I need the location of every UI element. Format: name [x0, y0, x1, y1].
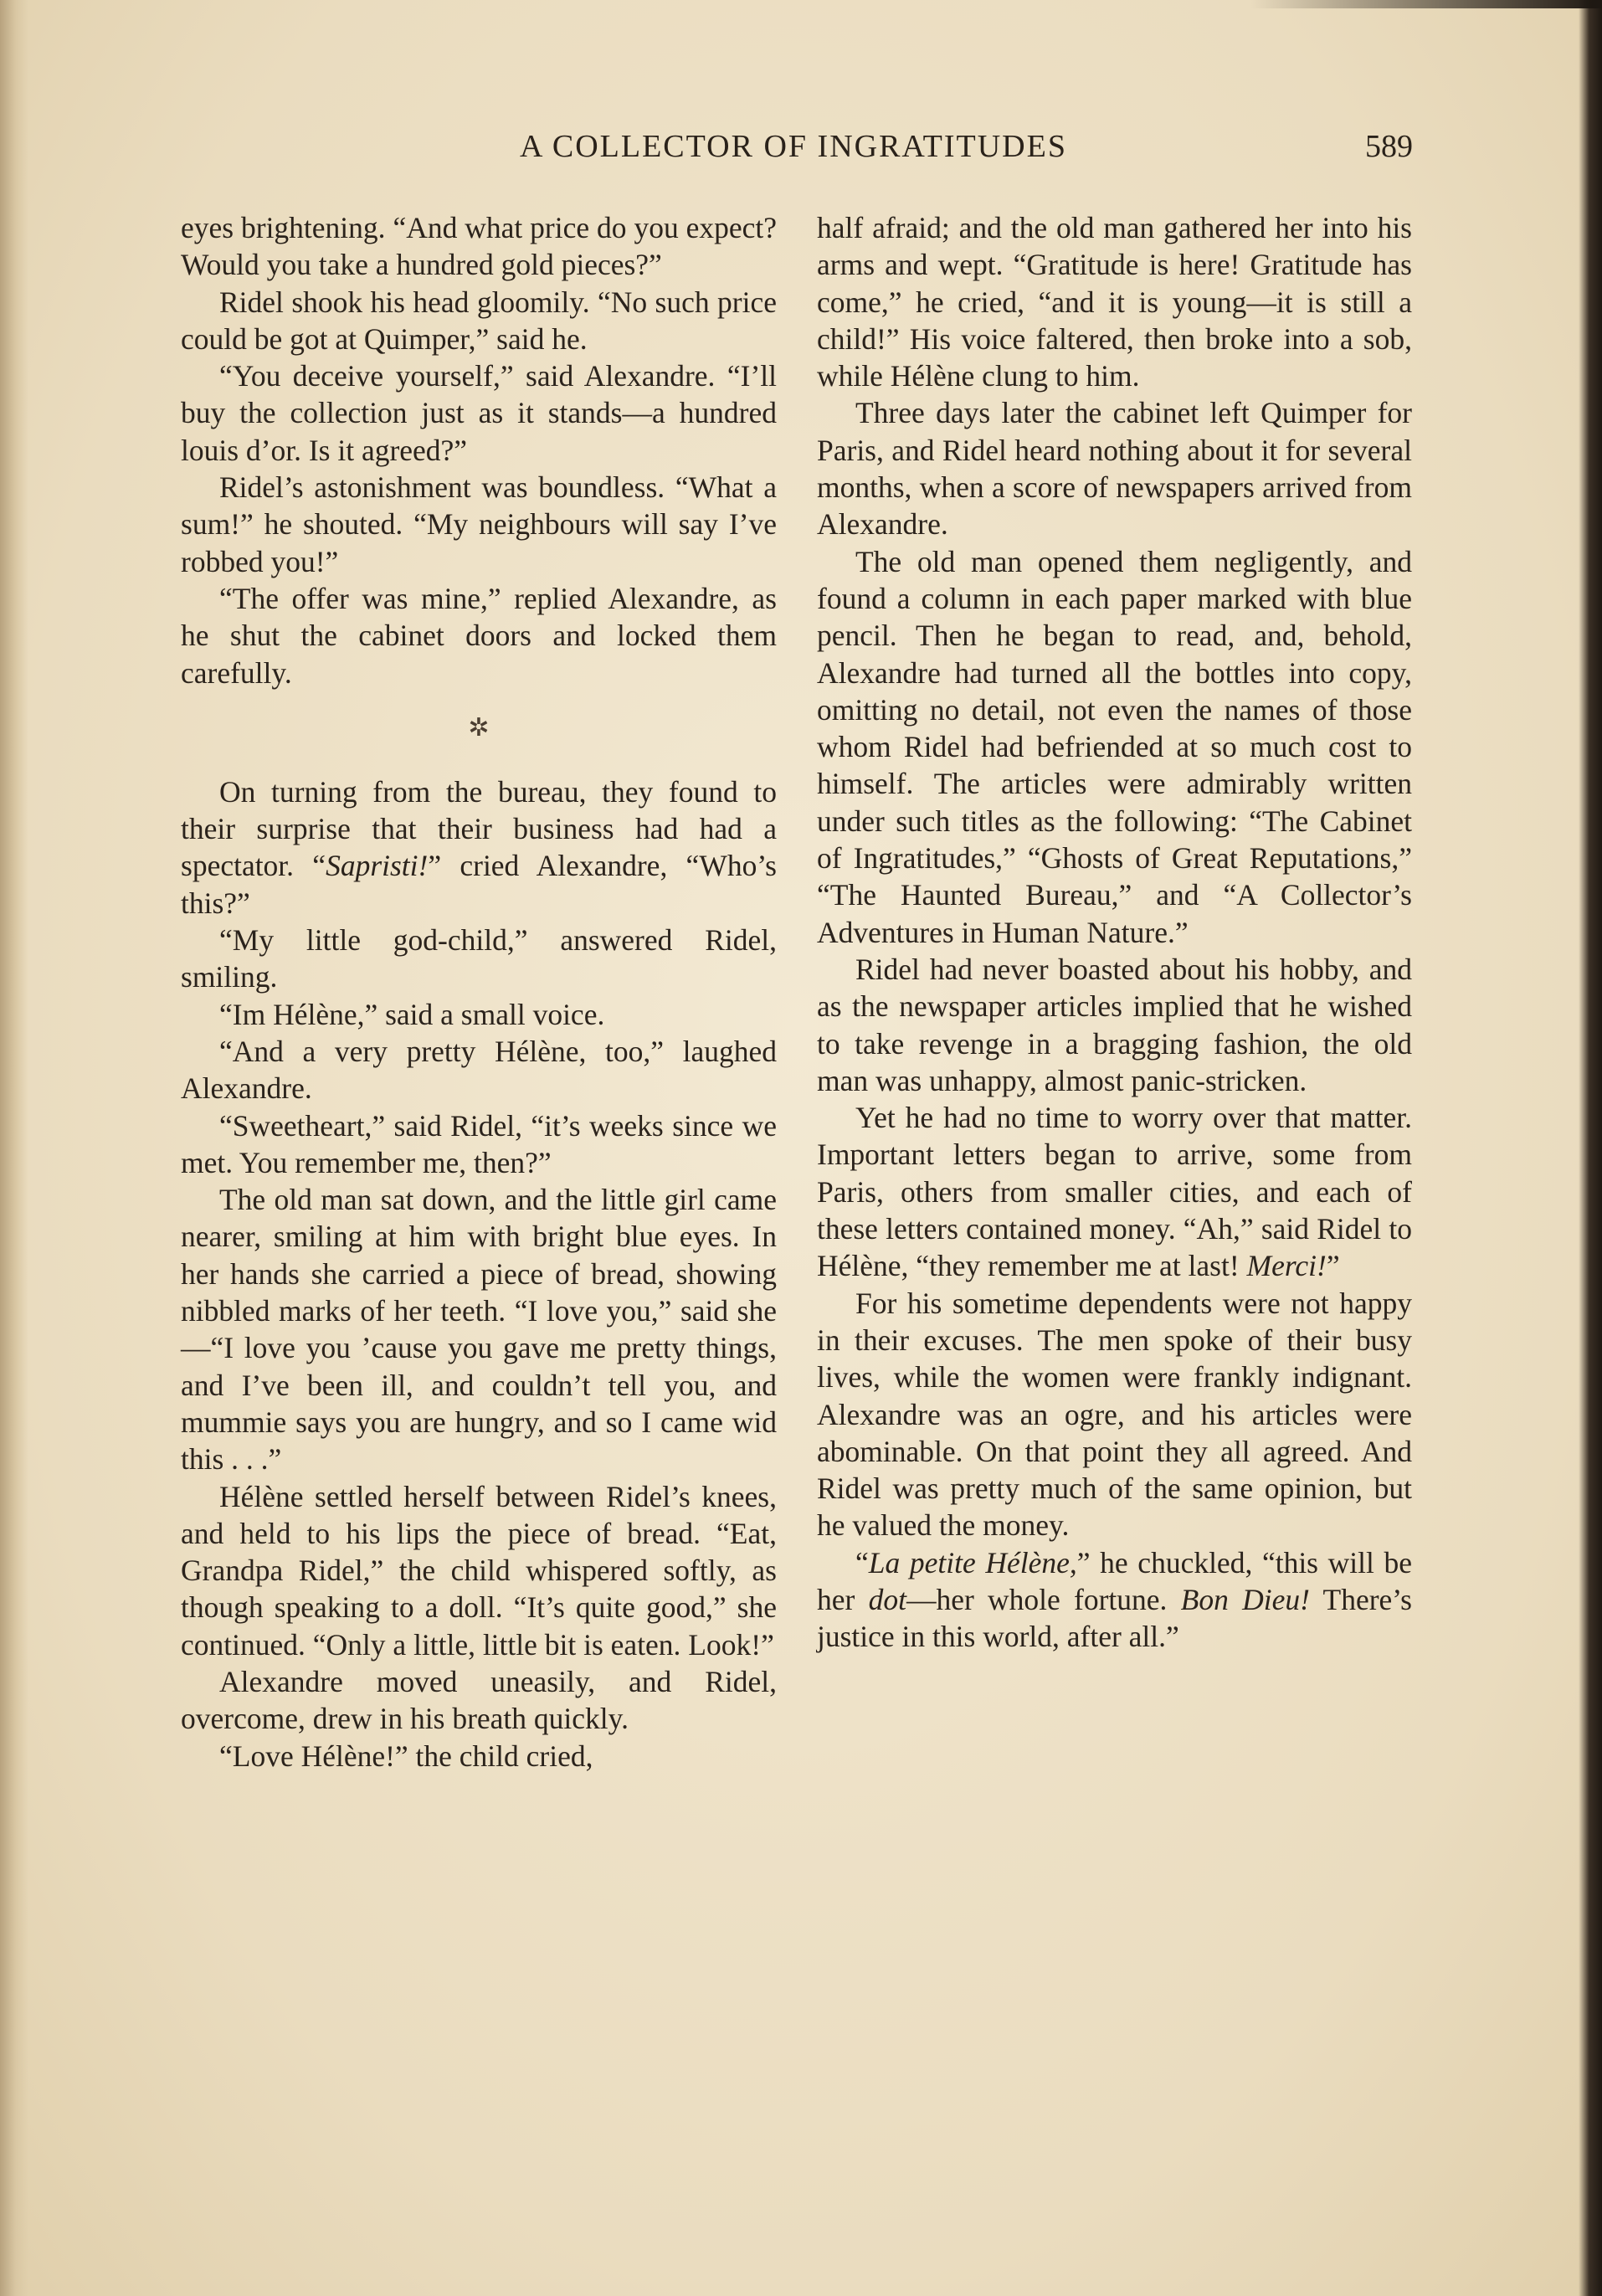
- paragraph: [181, 773, 777, 922]
- text-run: Yet he had no time to worry over that matter. Important letters began to arrive, some from Paris, others from smaller cities, and each of these letters contained money. “Ah,” said Ridel to Hélène, “they remember me at last!: [817, 1101, 1412, 1283]
- italic-text: Merci!: [1246, 1249, 1327, 1283]
- paragraph: Ridel shook his head gloomily. “No such price could be got at Quimper,” said he.: [181, 285, 777, 356]
- paragraph: For his sometime dependents were not happy in their excuses. The men spoke of their busy lives, while the women were frankly indignant. Alexandre was an ogre, and his articles were abominable. On that point they all agreed. And Ridel was pretty much of the same opinion, but he valued the money.: [817, 1286, 1412, 1543]
- paragraph: “And a very pretty Hélène, too,” laughed Alexandre.: [181, 1034, 777, 1106]
- running-title: A COLLECTOR OF INGRATITUDES: [520, 129, 1067, 164]
- paragraph: Alexandre moved uneasily, and Ridel, overcome, drew in his breath quickly.: [181, 1664, 777, 1736]
- paragraph: Ridel had never boasted about his hobby, and as the newspaper articles implied that he wished to take revenge in a bragging fashion, the old man was unhappy, almost panic-stricken.: [817, 952, 1412, 1097]
- italic-text: Bon Dieu!: [1180, 1582, 1310, 1616]
- paragraph: Ridel’s astonishment was boundless. “What a sum!” he shouted. “My neighbours will say I’ve robbed you!”: [181, 470, 777, 578]
- page-number: 589: [1365, 129, 1413, 164]
- text-run: ” he chuckled, “this will be her: [817, 1545, 1412, 1616]
- paragraph: Three days later the cabinet left Quimper for Paris, and Ridel heard nothing about it for several months, when a score of newspapers arrived from Alexandre.: [817, 396, 1412, 542]
- italic-text: dot: [868, 1582, 906, 1616]
- paragraph: “Sweetheart,” said Ridel, “it’s weeks since we met. You remember me, then?”: [181, 1108, 777, 1179]
- binding-shadow: [0, 0, 28, 2296]
- paragraph: [817, 1099, 1412, 1284]
- text-run: ” cried Alexandre, “Who’s this?”: [181, 849, 778, 920]
- italic-text: Sapristi!: [326, 849, 429, 883]
- paragraph: “The offer was mine,” replied Alexandre, as he shut the cabinet doors and locked them carefully.: [181, 581, 777, 690]
- paragraph: The old man opened them negligently, and found a column in each paper marked with blue pencil. Then he began to read, and, behold, Alexandre had turned all the bottles into copy, omitting no detail, not even the names of those whom Ridel had befriended at so much cost to himself. The articles were admirably written under such titles as the following: “The Cabinet of Ingratitudes,” “Ghosts of Great Reputations,” “The Haunted Bureau,” and “A Collector’s Adventures in Human Nature.”: [817, 544, 1412, 949]
- section-spacer: [181, 765, 777, 773]
- page-corner-shadow: [1250, 0, 1602, 8]
- text-run: ”: [1326, 1249, 1340, 1283]
- paragraph: half afraid; and the old man gathered her into his arms and wept. “Gratitude is here! Gratitude has come,” he cried, “and it is young—it is still a child!” His voice faltered, then broke into a sob, while Hélène clung to him.: [817, 211, 1412, 393]
- paragraph: “My little god-child,” answered Ridel, smiling.: [181, 923, 777, 994]
- page-edge-shadow: [1579, 0, 1602, 2296]
- paragraph: Hélène settled herself between Ridel’s knees, and held to his lips the piece of bread. “Eat, Grandpa Ridel,” the child whispered softly, as though speaking to a doll. “It’s quite good,” she continued. “Only a little, little bit is eaten. Look!”: [181, 1479, 777, 1662]
- paragraph: “You deceive yourself,” said Alexandre. “I’ll buy the collection just as it stands—a hundred louis d’or. Is it agreed?”: [181, 359, 777, 467]
- left-column: [181, 209, 777, 1775]
- section-break-ornament: ✲: [468, 713, 490, 742]
- text-run: “: [855, 1545, 869, 1579]
- right-column: [817, 209, 1412, 1656]
- paragraph: “Love Hélène!” the child cried,: [219, 1739, 593, 1773]
- italic-text: La petite Hélène,: [868, 1545, 1077, 1579]
- paragraph: [817, 1544, 1412, 1656]
- paragraph: The old man sat down, and the little girl came nearer, smiling at him with bright blue eyes. In her hands she carried a piece of bread, showing nibbled marks of her teeth. “I love you,” said she—“I love you ’cause you gave me pretty things, and I’ve been ill, and couldn’t tell you, and mummie says you are hungry, and so I came wid this . . .”: [181, 1183, 777, 1477]
- paragraph: eyes brightening. “And what price do you expect? Would you take a hundred gold pieces?”: [181, 211, 777, 282]
- text-run: There’s justice in this world, after all.”: [817, 1582, 1412, 1654]
- text-run: —her whole fortune.: [906, 1582, 1181, 1616]
- text-run: On turning from the bureau, they found to their surprise that their business had had a spectator. “: [181, 774, 777, 883]
- paragraph: “Im Hélène,” said a small voice.: [219, 997, 605, 1031]
